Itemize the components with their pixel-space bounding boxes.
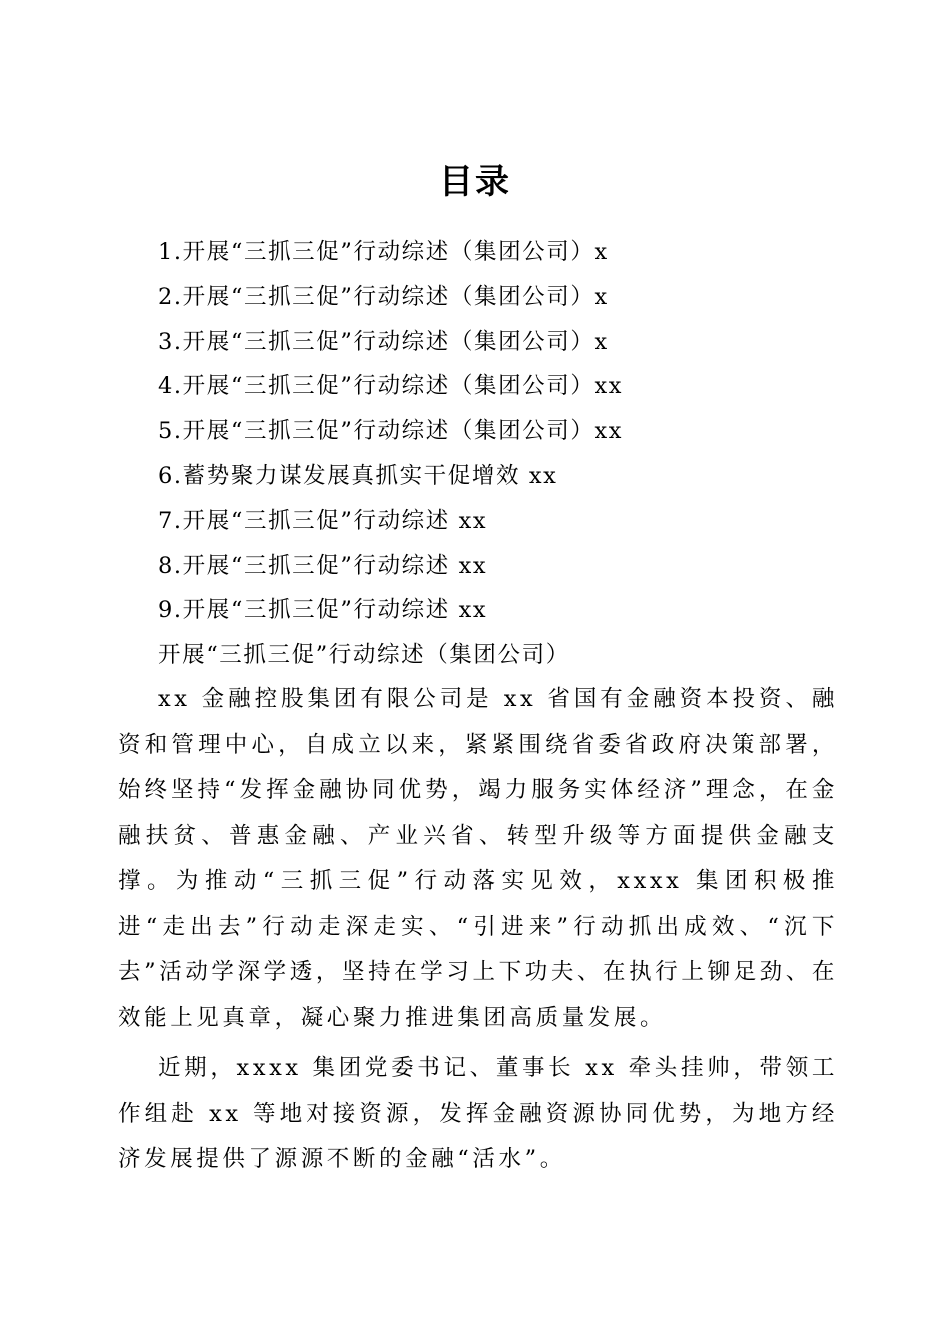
body-text	[118, 677, 838, 1183]
paragraph: 近期，xxxx 集团党委书记、董事长 xx 牵头挂帅，带领工作组赴 xx 等地对接资源，发挥金融资源协同优势，为地方经济发展提供了源源不断的金融“活水”。	[118, 1055, 838, 1172]
table-of-contents	[158, 230, 858, 678]
toc-item: 2.开展“三抓三促”行动综述（集团公司）x	[158, 283, 609, 310]
toc-item: 8.开展“三抓三促”行动综述 xx	[158, 552, 488, 579]
toc-item: 5.开展“三抓三促”行动综述（集团公司）xx	[158, 418, 624, 445]
toc-item: 3.开展“三抓三促”行动综述（集团公司）x	[158, 328, 609, 355]
toc-item: 1.开展“三抓三促”行动综述（集团公司）x	[158, 239, 609, 265]
page-title: 目录	[439, 161, 511, 202]
toc-item: 7.开展“三抓三促”行动综述 xx	[158, 507, 488, 534]
toc-item: 4.开展“三抓三促”行动综述（集团公司）xx	[158, 373, 624, 400]
toc-item: 9.开展“三抓三促”行动综述 xx	[158, 597, 488, 624]
toc-item: 6.蓄势聚力谋发展真抓实干促增效 xx	[158, 462, 558, 489]
section-heading: 开展“三抓三促”行动综述（集团公司）	[158, 642, 570, 669]
paragraph: xx 金融控股集团有限公司是 xx 省国有金融资本投资、融资和管理中心，自成立以来，紧紧围绕省委省政府决策部署，始终坚持“发挥金融协同优势，竭力服务实体经济”理念，在金融扶贫、普惠金融、产业兴省、转型升级等方面提供金融支撑。为推动“三抓三促”行动落实见效，xxxx 集团积极推进“走出去”行动走深走实、“引进来”行动抓出成效、“沉下去”活动学深学透，坚持在学习上下功夫、在执行上铆足劲、在效能上见真章，凝心聚力推进集团高质量发展。	[118, 686, 838, 1031]
